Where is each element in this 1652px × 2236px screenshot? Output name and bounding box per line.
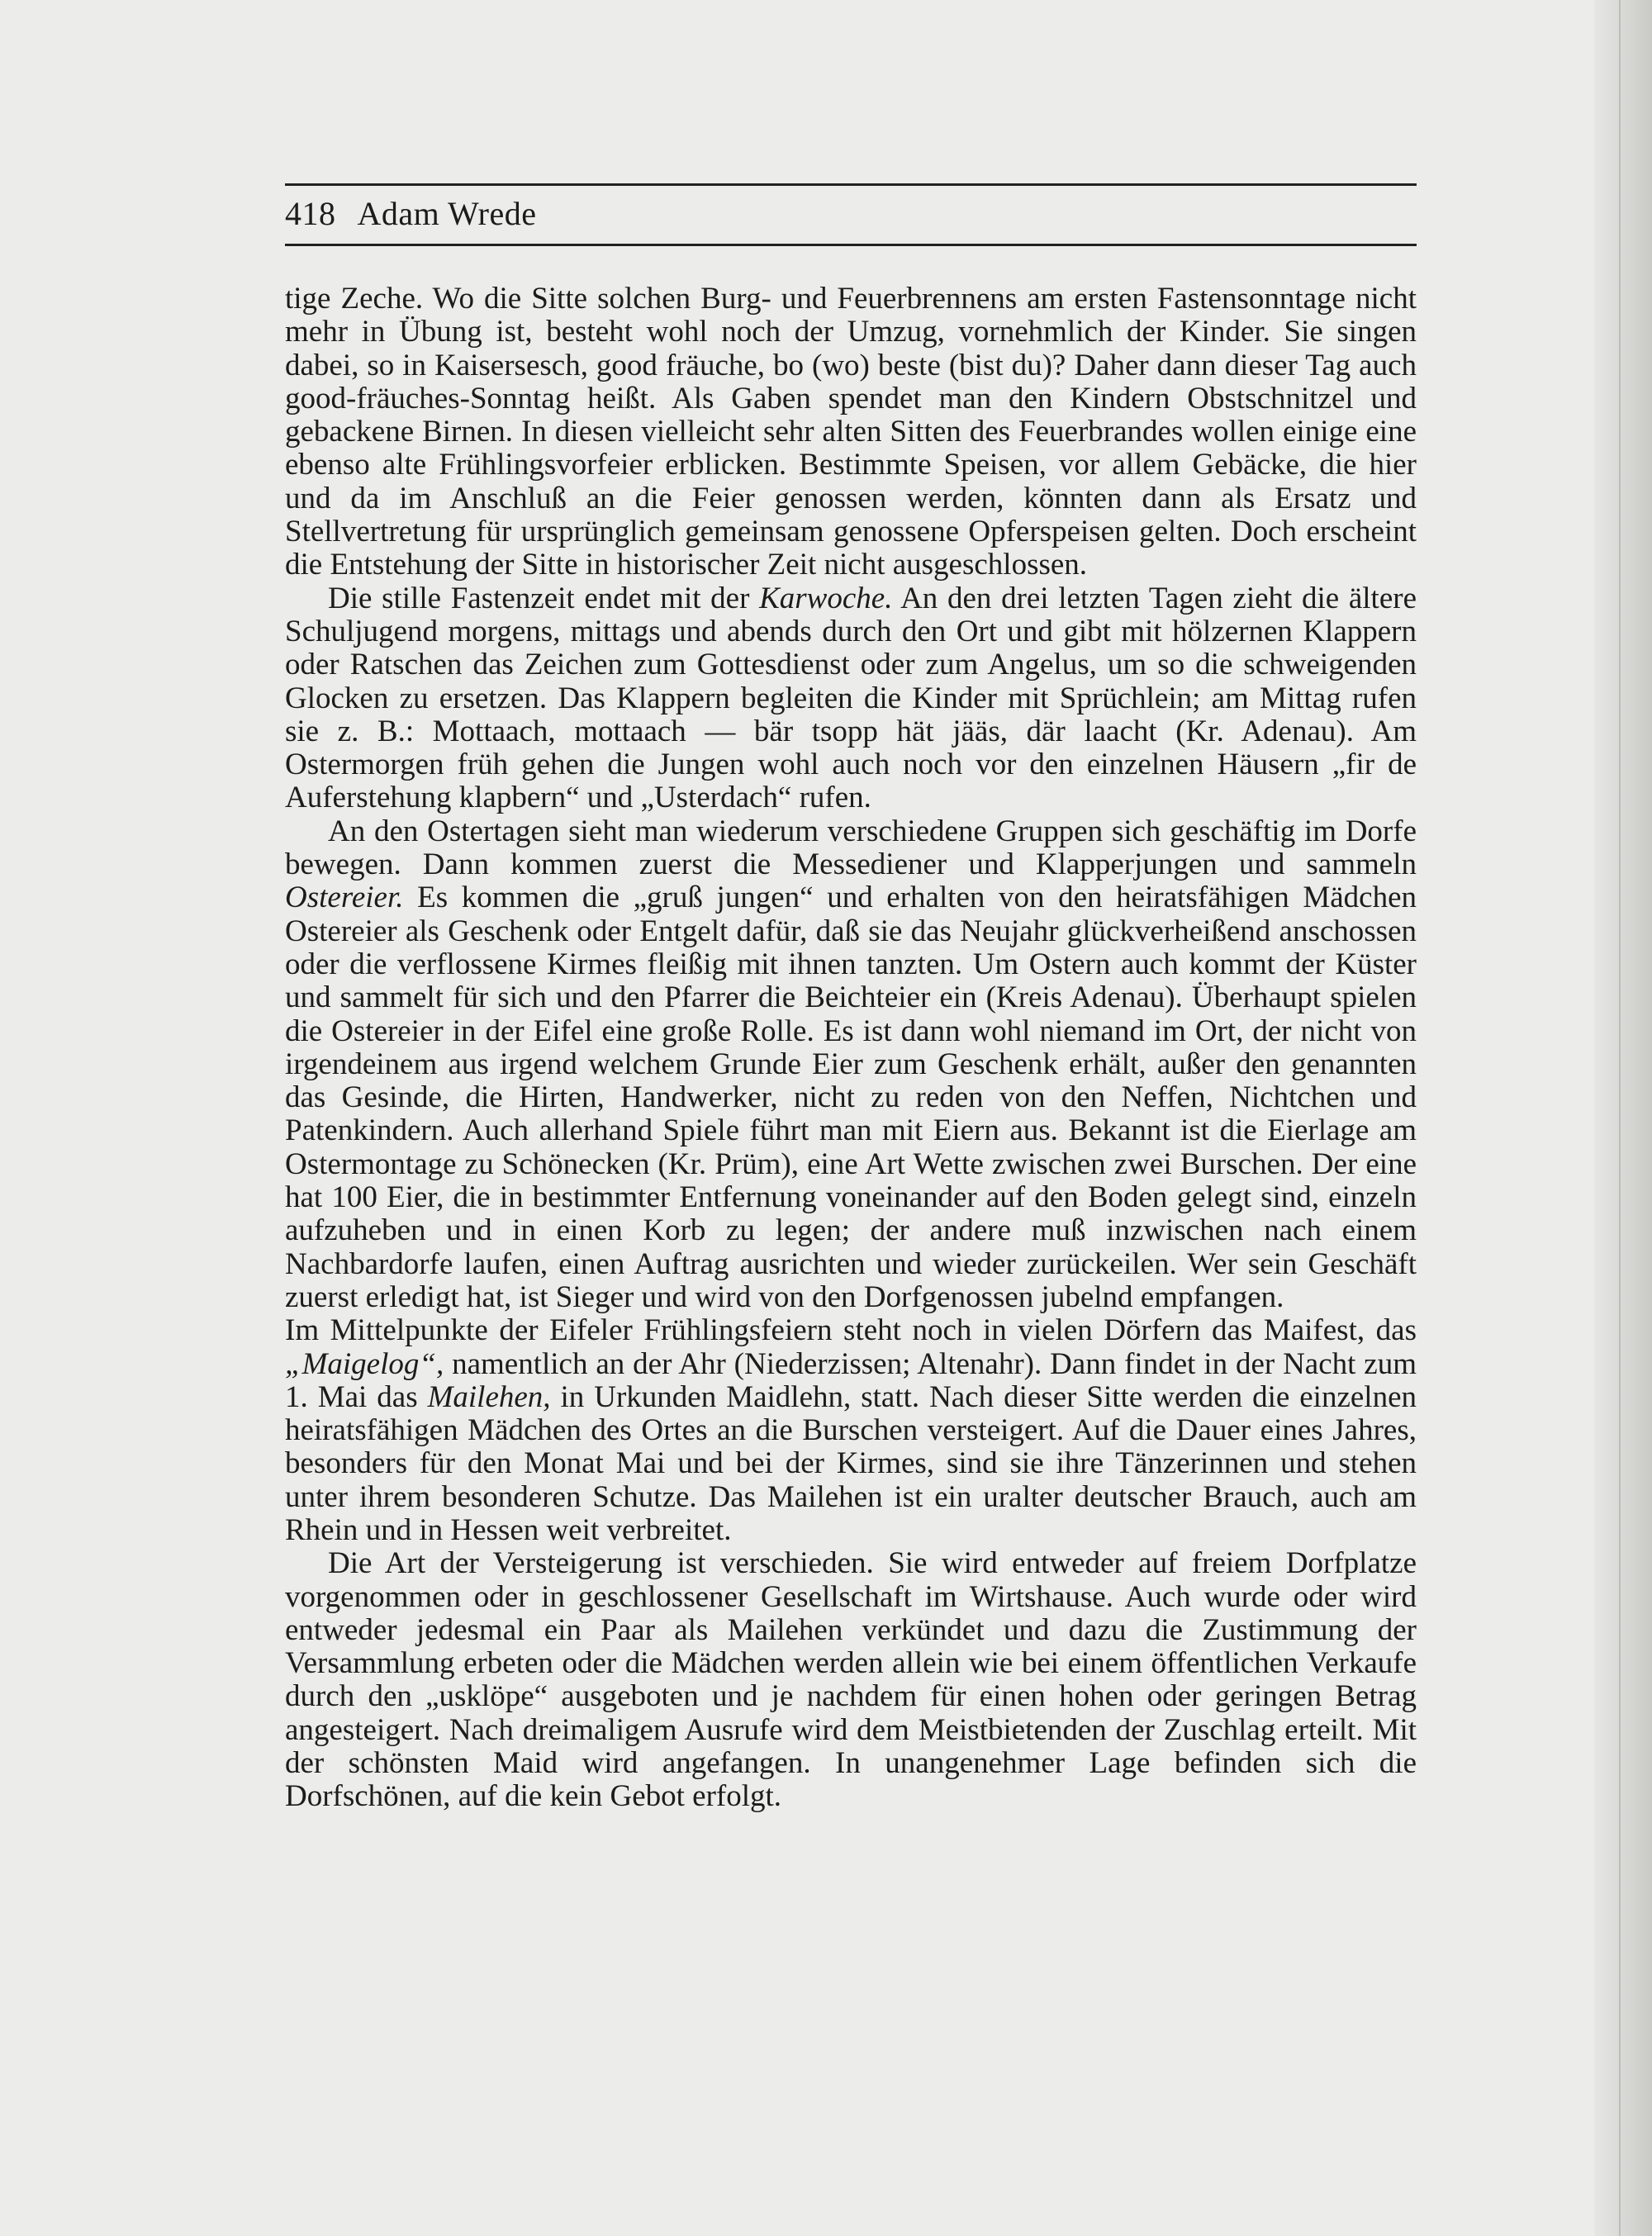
text-run: tige Zeche. Wo die Sitte solchen Burg- und Feuerbrennens am ersten Fastensonntage nicht mehr in Übung ist, besteht wohl noch der Umzug, vornehmlich der Kinder. Sie singen dabei, so in Kaisersesch, good fräuche, bo (wo) beste (bist du)? Daher dann dieser Tag auch good-fräuches-Sonntag heißt. Als Gaben spendet man den Kindern Obstschnitzel und gebackene Birnen. In diesen vielleicht sehr alten Sitten des Feuerbrandes wollen einige eine ebenso alte Frühlingsvorfeier erblicken. Bestimmte Speisen, vor allem Gebäcke, die hier und da im Anschluß an die Feier genossen werden, könnten dann als Ersatz und Stellvertretung für ursprünglich gemeinsam genossene Opferspeisen gelten. Doch erscheint die Entstehung der Sitte in historischer Zeit nicht ausgeschlossen.	[285, 282, 1417, 582]
paragraph-p3	[285, 815, 1417, 1314]
paragraph-p4	[285, 1314, 1417, 1547]
paragraph-p5	[285, 1547, 1417, 1813]
page-edge-line	[1619, 0, 1621, 2236]
running-header	[285, 183, 1417, 246]
text-run: Die Art der Versteigerung ist verschieden. Sie wird entweder auf freiem Dorfplatze vorgenommen oder in geschlossener Gesellschaft im Wirtshause. Auch wurde oder wird entweder jedesmal ein Paar als Mailehen verkündet und dazu die Zustimmung der Versammlung erbeten oder die Mädchen werden allein wie bei einem öffentlichen Verkaufe durch den „usklöpe“ ausgeboten und je nachdem für einen hohen oder geringen Betrag angesteigert. Nach dreimaligem Ausrufe wird dem Meistbietenden der Zuschlag erteilt. Mit der schönsten Maid wird angefangen. In unangenehmer Lage befinden sich die Dorfschönen, auf die kein Gebot erfolgt.	[285, 1546, 1417, 1814]
emphasized-term: Karwoche.	[759, 581, 893, 615]
paragraph-p1	[285, 282, 1417, 582]
text-run: in Urkunden Maidlehn, statt. Nach dieser Sitte werden die einzelnen heiratsfähigen Mädchen des Ortes an die Burschen versteigert. Auf die Dauer eines Jahres, besonders für den Monat Mai und bei der Kirmes, sind sie ihre Tänzerinnen und stehen unter ihrem besonderen Schutze. Das Mailehen ist ein uralter deutscher Brauch, auch am Rhein und in Hessen weit verbreitet.	[285, 1379, 1417, 1547]
paragraph-p2	[285, 582, 1417, 815]
page-number: 418	[285, 195, 336, 232]
text-run: An den Ostertagen sieht man wiederum verschiedene Gruppen sich geschäftig im Dorfe bewegen. Dann kommen zuerst die Messediener und Klapperjungen und sammeln	[285, 814, 1417, 882]
emphasized-term: Mailehen,	[427, 1379, 551, 1414]
header-text	[285, 197, 537, 230]
text-run: Es kommen die „gruß jungen“ und erhalten von den heiratsfähigen Mädchen Ostereier als Geschenk oder Entgelt dafür, daß sie das Neujahr glückverheißend anschossen oder die verflossene Kirmes fleißig mit ihnen tanzten. Um Ostern auch kommt der Küster und sammelt für sich und den Pfarrer die Beichteier ein (Kreis Adenau). Überhaupt spielen die Ostereier in der Eifel eine große Rolle. Es ist dann wohl niemand im Ort, der nicht von irgendeinem aus irgend welchem Grunde Eier zum Geschenk erhält, außer den genannten das Gesinde, die Hirten, Handwerker, nicht zu reden von den Neffen, Nichtchen und Patenkindern. Auch allerhand Spiele führt man mit Eiern aus. Bekannt ist die Eierlage am Ostermontage zu Schönecken (Kr. Prüm), eine Art Wette zwischen zwei Burschen. Der eine hat 100 Eier, die in bestimmter Entfernung voneinander auf den Boden gelegt sind, einzeln aufzuheben und in einen Korb zu legen; der andere muß inzwischen nach einem Nachbardorfe laufen, einen Auftrag ausrichten und wieder zurückeilen. Wer sein Geschäft zuerst erledigt hat, ist Sieger und wird von den Dorfgenossen jubelnd empfangen.	[285, 881, 1417, 1314]
emphasized-term: Ostereier.	[285, 881, 404, 915]
text-run: Die stille Fastenzeit endet mit der	[328, 581, 760, 615]
text-run: An den drei letzten Tagen zieht die ältere Schuljugend morgens, mittags und abends durch den Ort und gibt mit hölzernen Klappern oder Ratschen das Zeichen zum Gottesdienst oder zum Angelus, um so die schweigenden Glocken zu ersetzen. Das Klappern begleiten die Kinder mit Sprüchlein; am Mittag rufen sie z. B.: Mottaach, mottaach — bär tsopp hät jääs, där laacht (Kr. Adenau). Am Ostermorgen früh gehen die Jungen wohl auch noch vor den einzelnen Häusern „fir de Auferstehung klapbern“ und „Usterdach“ rufen.	[285, 581, 1417, 815]
text-run: namentlich an der Ahr (Niederzissen; Altenahr). Dann findet in der Nacht zum 1. Mai das	[285, 1346, 1417, 1414]
page-edge-shadow	[1594, 0, 1652, 2236]
header-author: Adam Wrede	[357, 195, 537, 232]
emphasized-term: „Maigelog“,	[285, 1346, 444, 1381]
body-text	[285, 282, 1417, 1814]
text-run: Im Mittelpunkte der Eifeler Frühlingsfeiern steht noch in vielen Dörfern das Maifest, das	[285, 1313, 1417, 1348]
